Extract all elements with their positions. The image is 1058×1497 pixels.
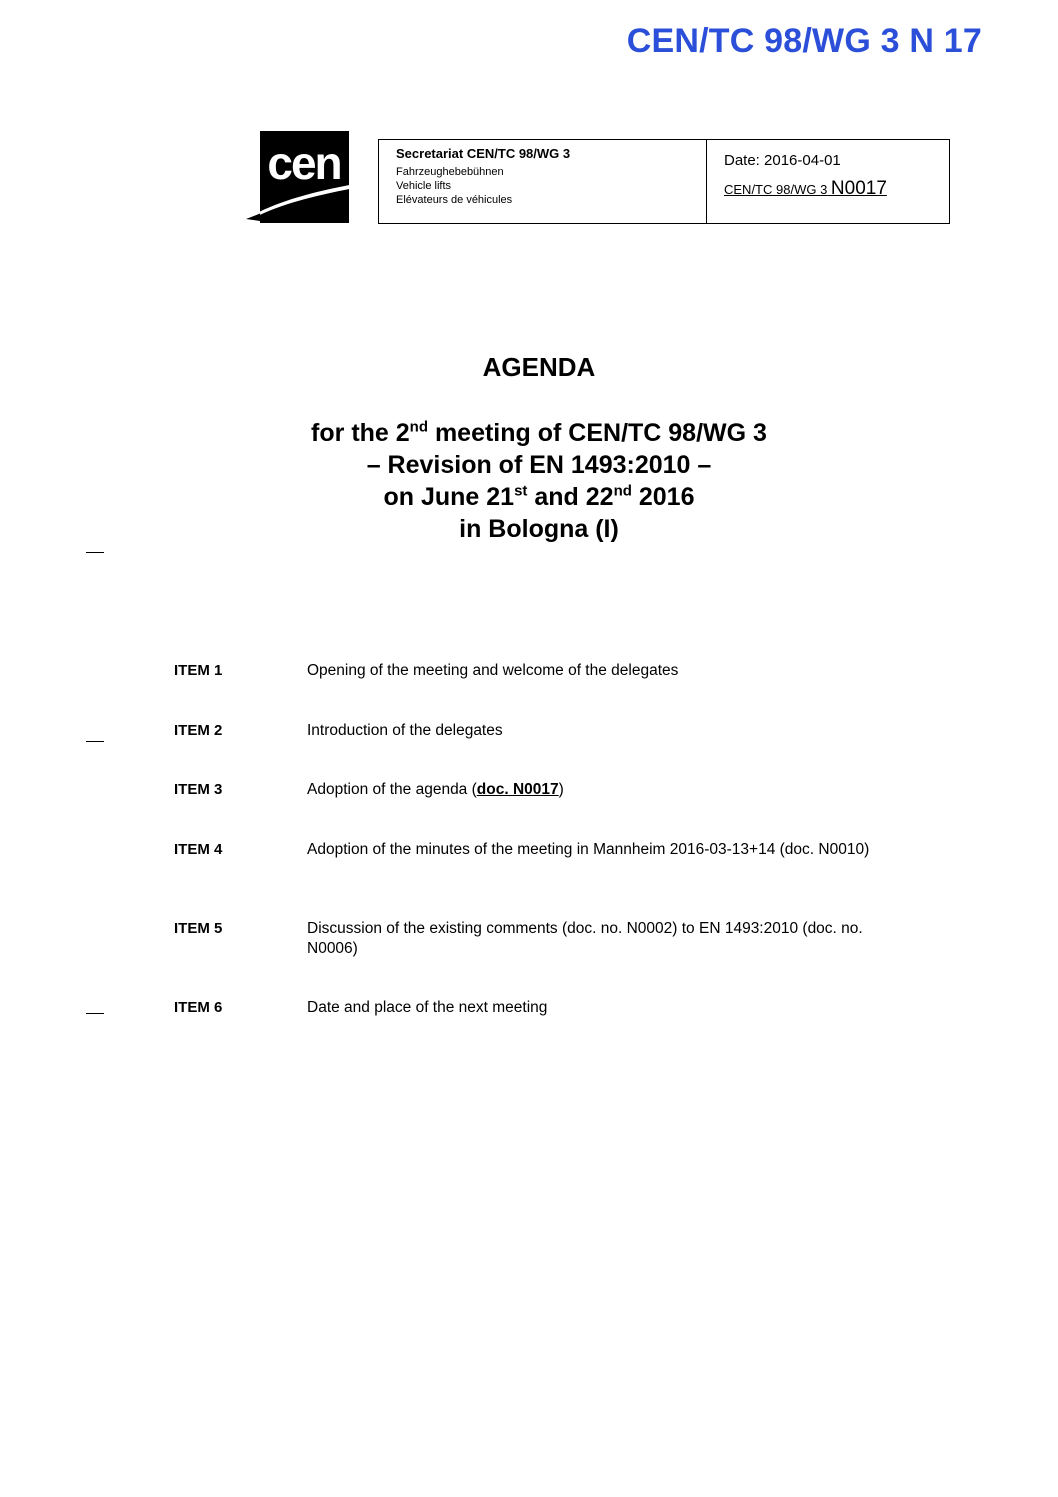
cen-logo: [246, 131, 350, 223]
item-label: ITEM 5: [174, 920, 223, 937]
date-ref-cell: [707, 140, 949, 223]
location-line: in Bologna (I): [459, 515, 619, 543]
meeting-ordinal-sup: nd: [409, 418, 428, 436]
subtitle-fr: Elévateurs de véhicules: [396, 194, 513, 206]
item-text: Adoption of the minutes of the meeting in Mannheim 2016-03-13+14 (doc. N0010): [307, 841, 870, 858]
item-label: ITEM 1: [174, 662, 223, 679]
item-text: [307, 780, 907, 800]
item-text-part: ): [558, 781, 564, 798]
item-text-part: Adoption of the agenda (: [307, 781, 477, 798]
margin-mark: [86, 552, 104, 553]
agenda-heading: AGENDA: [482, 352, 596, 382]
date-sup-1: st: [514, 482, 528, 500]
item-text: Discussion of the existing comments (doc. no. N0002) to EN 1493:2010 (doc. no. N0006): [307, 920, 863, 957]
reference-prefix: CEN/TC 98/WG 3: [724, 182, 828, 197]
item-text: Introduction of the delegates: [307, 722, 503, 739]
item-label: ITEM 4: [174, 841, 223, 858]
date-sup-2: nd: [613, 482, 632, 500]
item-text: Date and place of the next meeting: [307, 999, 548, 1016]
subtitle-en: Vehicle lifts: [396, 180, 452, 192]
item-label: ITEM 2: [174, 722, 223, 739]
date-line-text-3: 2016: [631, 483, 695, 511]
item-label: ITEM 6: [174, 999, 223, 1016]
margin-mark: [86, 1013, 104, 1014]
secretariat-cell: [379, 140, 707, 223]
meeting-line-text-2: meeting of CEN/TC 98/WG 3: [428, 419, 767, 447]
date-line: [0, 481, 1058, 513]
title-block: [0, 352, 1058, 545]
meeting-line: [0, 417, 1058, 449]
item-label: ITEM 3: [174, 781, 223, 798]
revision-line: – Revision of EN 1493:2010 –: [366, 451, 712, 479]
document-date: Date: 2016-04-01: [724, 152, 841, 169]
margin-mark: [86, 741, 104, 742]
svg-text:cen: cen: [267, 137, 341, 189]
date-line-text-2: and 22: [527, 483, 614, 511]
meeting-line-text: for the 2: [311, 419, 410, 447]
date-line-text: on June 21: [383, 483, 515, 511]
document-reference: [724, 178, 949, 200]
subtitle-de: Fahrzeughebebühnen: [396, 166, 504, 178]
agenda-doc-link[interactable]: doc. N0017: [476, 781, 559, 798]
header-box: [378, 139, 950, 224]
secretariat-title: Secretariat CEN/TC 98/WG 3: [396, 146, 571, 161]
reference-number: N0017: [830, 178, 887, 199]
item-text: Opening of the meeting and welcome of the delegates: [307, 662, 679, 679]
document-id: CEN/TC 98/WG 3 N 17: [626, 22, 982, 60]
